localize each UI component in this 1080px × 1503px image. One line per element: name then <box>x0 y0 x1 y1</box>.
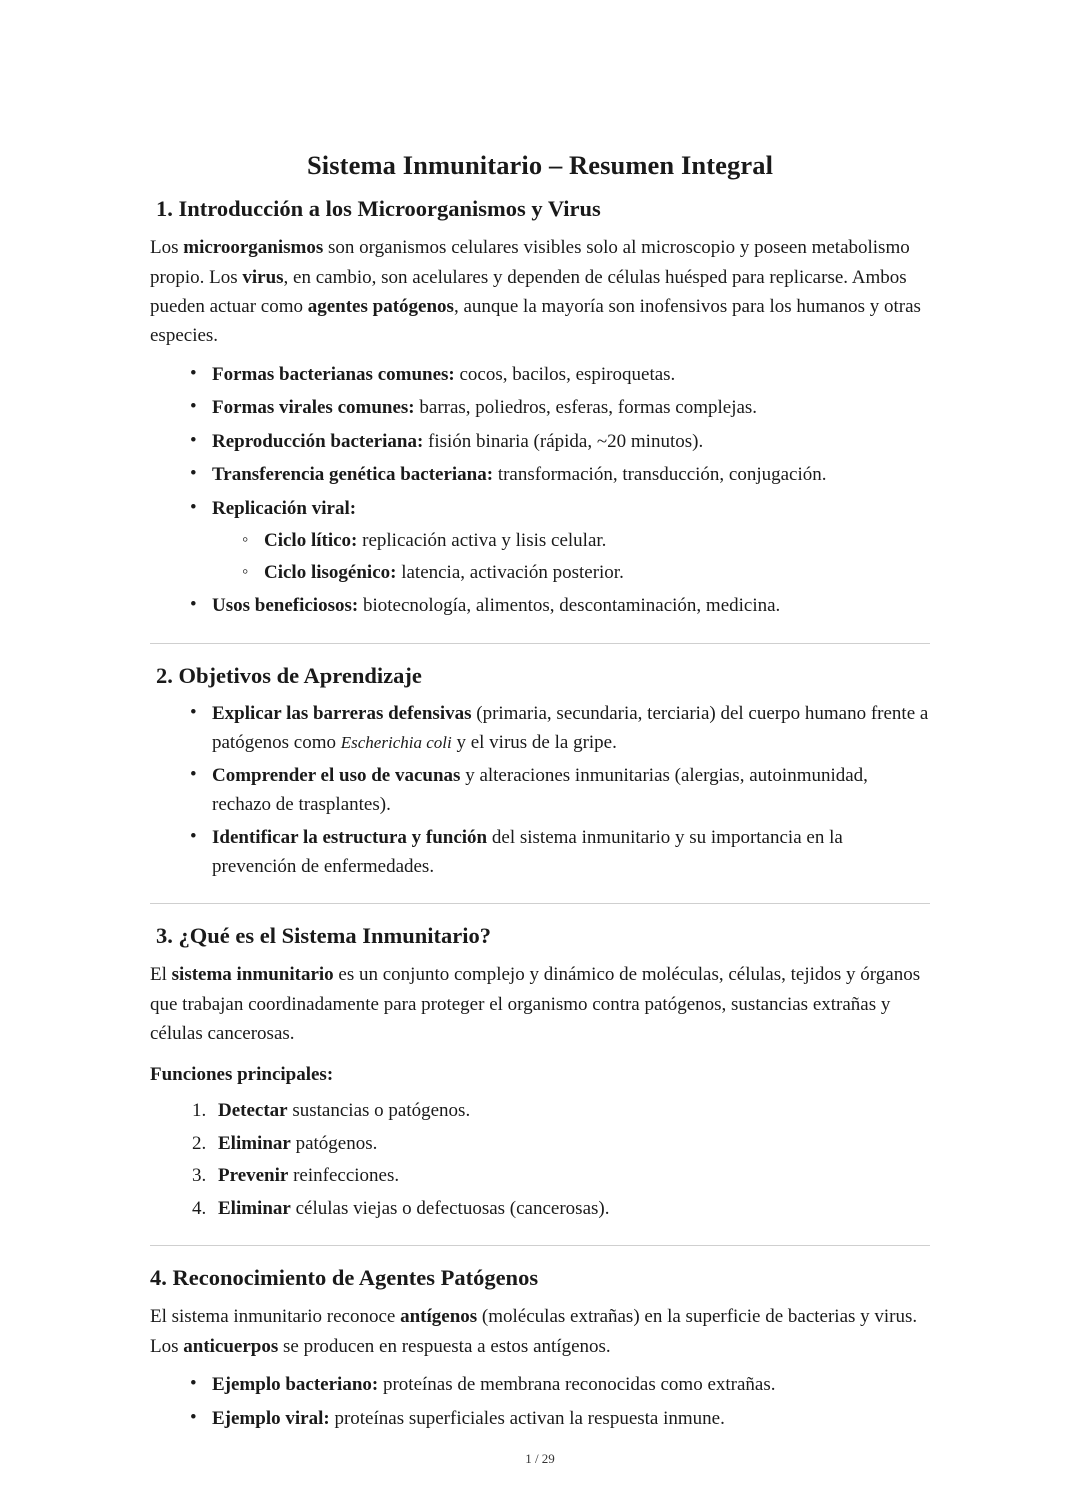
text-fragment: (moléculas extrañas) en la superficie de bacterias y virus. Los <box>150 1306 918 1357</box>
list-item-label: Replicación viral: <box>212 497 357 519</box>
list-item-text: y el virus de la gripe. <box>451 731 617 753</box>
bold-term: virus <box>242 266 284 288</box>
list-item-label: Eliminar <box>218 1197 291 1219</box>
list-item <box>184 394 930 423</box>
list-item-text: células viejas o defectuosas (cancerosas). <box>290 1197 610 1219</box>
section-divider <box>150 643 930 644</box>
sublist-item-label: Ciclo lítico: <box>264 530 358 552</box>
list-item-label: Ejemplo viral: <box>212 1407 330 1429</box>
list-item <box>184 428 930 457</box>
functions-label: Funciones principales: <box>150 1064 334 1086</box>
text-fragment: El <box>150 964 172 986</box>
list-item <box>184 824 930 881</box>
list-item-text: fisión binaria (rápida, ~20 minutos). <box>423 430 704 452</box>
sublist-item-text: replicación activa y lisis celular. <box>357 530 607 552</box>
bold-term: agentes patógenos <box>307 296 454 317</box>
list-item-label: Transferencia genética bacteriana: <box>212 464 494 486</box>
section-divider <box>150 1245 930 1246</box>
section-3-paragraph <box>150 960 930 1048</box>
section-heading-3: 3. ¿Qué es el Sistema Inmunitario? <box>156 923 491 948</box>
list-item-text: proteínas de membrana reconocidas como extrañas. <box>378 1374 776 1396</box>
section-1-list <box>150 361 930 621</box>
section-heading-2: 2. Objetivos de Aprendizaje <box>156 662 422 688</box>
text-fragment: , en cambio, son acelulares y dependen de células huésped para replicarse. Ambos pueden actuar como <box>150 266 907 317</box>
list-item-label: Identificar la estructura y función <box>212 827 488 848</box>
list-item-text: (primaria, secundaria, terciaria) del cuerpo humano frente a patógenos como <box>212 703 929 753</box>
text-fragment: Los <box>150 237 184 259</box>
species-name: Escherichia coli <box>340 732 452 752</box>
list-item-text: del sistema inmunitario y su importancia en la prevención de enfermedades. <box>212 827 843 877</box>
text-fragment: se producen en respuesta a estos antígenos. <box>278 1335 611 1357</box>
list-item-label: Detectar <box>218 1100 288 1122</box>
list-item-text: barras, poliedros, esferas, formas complejas. <box>414 397 758 419</box>
list-item-label: Reproducción bacteriana: <box>212 430 424 452</box>
list-item <box>192 1096 930 1125</box>
list-item-label: Usos beneficiosos: <box>212 595 359 617</box>
list-item-text: sustancias o patógenos. <box>287 1100 471 1122</box>
list-item-text: proteínas superficiales activan la respuesta inmune. <box>329 1407 725 1429</box>
list-item-label: Comprender el uso de vacunas <box>212 765 461 786</box>
list-item <box>184 1371 930 1400</box>
list-item-text: transformación, transducción, conjugación. <box>493 464 827 486</box>
sublist-item <box>238 559 930 588</box>
list-item-label: Prevenir <box>218 1165 289 1187</box>
section-2-list <box>150 700 930 881</box>
list-item <box>192 1161 930 1190</box>
list-item <box>192 1194 930 1223</box>
list-item <box>184 461 930 490</box>
sublist-item-label: Ciclo lisogénico: <box>264 561 397 583</box>
list-item-label: Explicar las barreras defensivas <box>212 703 472 724</box>
bold-term: antígenos <box>400 1306 478 1328</box>
section-heading-4: 4. Reconocimiento de Agentes Patógenos <box>150 1265 539 1291</box>
bold-term: anticuerpos <box>183 1335 279 1357</box>
list-item-label: Formas virales comunes: <box>212 397 415 419</box>
list-item <box>184 361 930 390</box>
list-item <box>184 762 930 819</box>
sublist-item <box>238 527 930 556</box>
list-item <box>184 592 930 621</box>
section-4-paragraph <box>150 1302 930 1361</box>
list-item <box>184 700 930 757</box>
section-1-sublist <box>212 527 930 587</box>
list-item-text: biotecnología, alimentos, descontaminación, medicina. <box>358 595 781 617</box>
bold-term: sistema inmunitario <box>171 964 334 986</box>
list-item-text: patógenos. <box>290 1132 378 1154</box>
list-item-label: Formas bacterianas comunes: <box>212 363 455 385</box>
text-fragment: son organismos celulares visibles solo al microscopio y poseen metabolismo propio. Los <box>150 237 910 288</box>
section-3-numbered-list <box>150 1096 930 1223</box>
page-title: Sistema Inmunitario – Resumen Integral <box>306 150 774 180</box>
section-1-paragraph <box>150 233 930 351</box>
bold-term: microorganismos <box>183 237 324 259</box>
sublist-item-text: latencia, activación posterior. <box>396 561 624 583</box>
list-item-text: y alteraciones inmunitarias (alergias, autoinmunidad, rechazo de trasplantes). <box>212 765 868 815</box>
list-item <box>184 1405 930 1434</box>
list-item-label: Ejemplo bacteriano: <box>212 1374 379 1396</box>
list-item-label: Eliminar <box>218 1132 291 1154</box>
text-fragment: , aunque la mayoría son inofensivos para los humanos y otras especies. <box>150 296 921 347</box>
section-4-list <box>150 1371 930 1433</box>
list-item-text: reinfecciones. <box>288 1165 400 1187</box>
page-footer: 1 / 29 <box>525 1451 555 1467</box>
text-fragment: El sistema inmunitario reconoce <box>150 1306 401 1328</box>
section-divider <box>150 903 930 904</box>
list-item <box>184 495 930 588</box>
text-fragment: es un conjunto complejo y dinámico de moléculas, células, tejidos y órganos que trabajan coordinadamente para proteger el organismo contra patógenos, sustancias extrañas y células cancerosas. <box>150 964 921 1044</box>
list-item-text: cocos, bacilos, espiroquetas. <box>454 363 676 385</box>
section-heading-1: 1. Introducción a los Microorganismos y Virus <box>156 196 601 221</box>
list-item <box>192 1129 930 1158</box>
